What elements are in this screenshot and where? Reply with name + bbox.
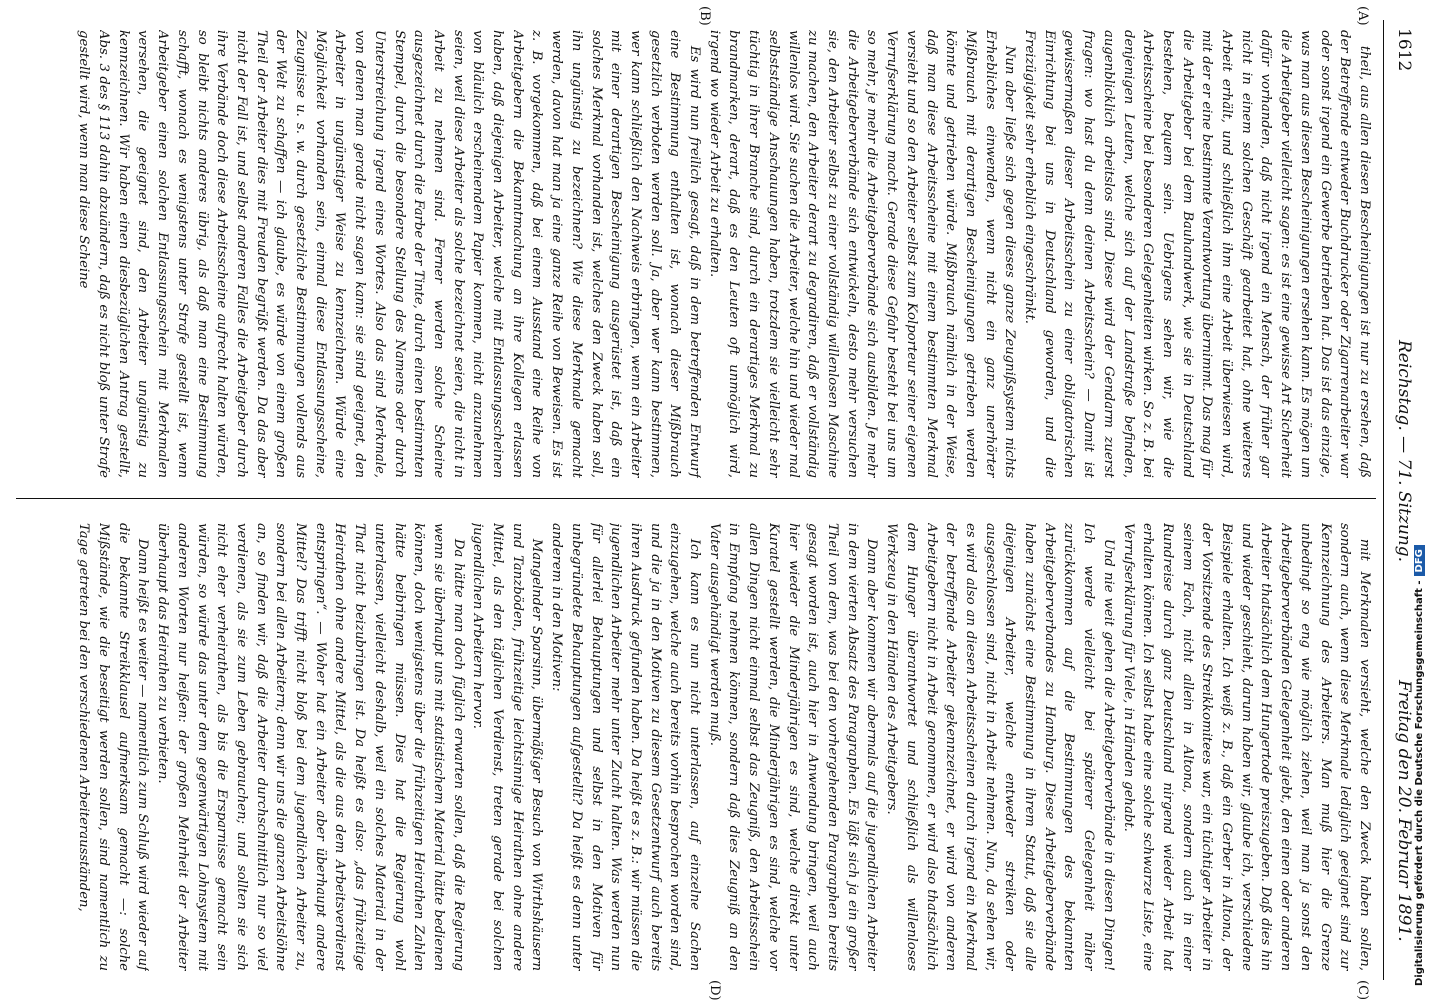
stamp-text: Digitalisierung gefördert durch die Deutsche Forschungsgemeinschaft - [1414, 580, 1425, 986]
column-divider [16, 498, 1376, 499]
digitization-stamp [1414, 545, 1425, 986]
running-header: Reichstag. — 71. Sitzung. [1394, 340, 1414, 563]
page-number: 1612 [1394, 28, 1414, 72]
header-rule [1383, 20, 1384, 980]
paragraph: Da hätte man doch füglich erwarten sollen, daß die Regierung wenn sie überhaupt uns mit statistischem Material hätte bedienen können, doch wenigstens über die frühzeitigen Heirathen Zahlen hätte beibringen müssen. Dies hat die Regierung wohl unterlassen, vielleicht deshalb, weil ein solches Material in der That nicht beizubringen ist. Da heißt es also: „das frühzeitige Heirathen ohne andere Mittel, als die aus dem Arbeitsverdienst entspringen“. — Woher hat ein Arbeiter aber überhaupt andere Mittel? Das trifft nicht bloß bei dem jugendlichen Arbeiter zu, sondern bei allen Arbeitern; denn wir uns die ganzen Arbeitslöhne an, so finden wir, daß die Arbeiter durchschnittlich nur so viel verdienen, als sie zum Leben gebrauchen; und sollten sie sich nicht eher verheirathen, als bis die Ersparnisse gemacht sein würden, so würde das unter dem gegenwärtigen Lohnsystem mit anderen Worten nur heißen: der großen Mehrheit der Arbeiter überhaupt das Heirathen zu verbieten. [155, 523, 466, 971]
margin-marker-b: (B) [697, 6, 712, 26]
right-column [24, 523, 1374, 971]
header-date: Freitag den 20. Februar 1891. [1394, 680, 1414, 942]
paragraph: Nun aber ließe sich gegen dieses ganze Zeugnißsystem nichts Erhebliches einwenden, wenn nicht ein ganz unerhörter Mißbrauch mit derartigen Bescheinigungen getrieben werden könnte und getrieben würde. Mißbrauch nämlich in der Weise, daß man diese Arbeitsscheine mit einem bestimmten Merkmal versieht und so den Arbeiter selbst zum Kolporteur seiner eigenen Verrufserklärung macht. Gerade diese Gefahr besteht bei uns um so mehr, je mehr die Arbeitgeberverbände sich ausbilden. Je mehr die Arbeitgeberverbände sich entwickeln, desto mehr versuchen sie, den Arbeiter selbst zu einer vollständig willenlosen Maschine zu machen, den Arbeiter derart zu degradiren, daß er vollständig willenlos wird. Sie suchen die Arbeiter, welche hin und wieder mal selbstständige Anschauungen haben, trotzdem sie vielleicht sehr tüchtig in ihrer Branche sind, durch ein derartiges Merkmal zu brandmarken, derart, daß es den Leuten oft unmöglich wird, irgend wo wieder Arbeit zu erhalten. [706, 30, 1018, 478]
quoted-paragraph: Mangelnder Sparsinn, übermäßiger Besuch von Wirthshäusern und Tanzböden, frühzeitige leichtsinnige Heirathen ohne andere Mittel, als den täglichen Verdienst, treten gerade bei solchen jugendlichen Arbeitern hervor. [470, 523, 545, 971]
paragraph: Es wird nun freilich gesagt, daß in dem betreffenden Entwurf eine Bestimmung enthalten ist, wonach dieser Mißbrauch gesetzlich verboten werden soll. Ja, aber wer kann bestimmen, wer kann schließlich den Nachweis erbringen, wenn ein Arbeiter mit einer derartigen Bescheinigung ausgerüstet ist, daß ein solches Merkmal vorhanden ist, welches den Zweck haben soll, ihn ungünstig zu bezeichnen? Wie diese Merkmale gemacht werden, davon hat man ja eine ganze Reihe von Beweisen. Es ist z. B. vorgekommen, daß bei einem Ausstand eine Reihe von Arbeitgebern die Bekanntmachung an ihre Kollegen erlassen haben, daß diejenigen Arbeiter, welche mit Entlassungsscheinen von bläulich erscheinendem Papier kommen, nicht anzunehmen seien, weil diese Arbeiter als solche bezeichnet seien, die nicht in Arbeit zu nehmen sind. Ferner werden solche Scheine ausgezeichnet durch die Farbe der Tinte, durch einen bestimmten Stempel, durch die besondere Stellung des Namens oder durch Unterstreichung irgend eines Wortes. Also das sind Merkmale, von denen man gerade nicht sagen kann: sie sind geeignet, den Arbeiter in ungünstiger Weise zu kennzeichnen. Würde eine Möglichkeit vorhanden sein, einmal diese Entlassungsscheine, Zeugnisse u. s. w. durch gesetzliche Bestimmungen vollends aus der Welt zu schaffen — ich glaube, es würde von einem großen Theil der Arbeiter dies mit Freuden begrüßt werden. Da das aber nicht der Fall ist, und selbst anderen Falles die Arbeitgeber durch ihre Verbände doch diese Arbeitsscheine aufrecht halten würden, so bleibt nichts anderes übrig, als daß man eine Bestimmung schafft, wonach es wenigstens unter Strafe gestellt ist, wenn Arbeitgeber einen solchen Entlassungsschein mit Merkmalen versehen, die geeignet sind, den Arbeiter ungünstig zu kennzeichnen. Wir haben einen diesbezüglichen Antrag gestellt, Abs. 3 des § 113 dahin abzuändern, daß es nicht bloß unter Strafe gestellt wird, wenn man diese Scheine [76, 30, 703, 478]
paragraph: Und nie weit gehen die Arbeitgeberverbände in diesen Dingen! Ich werde vielleicht bei späterer Gelegenheit näher zurückkommen auf die Bestimmungen des bekannten Arbeitgeberverbandes zu Hamburg. Diese Arbeitgeberverbände haben zunächst eine Bestimmung in ihrem Statut, daß sie alle diejenigen Arbeiter, welche entweder streiken oder ausgeschlossen sind, nicht in Arbeit nehmen. Nun, da sehen wir, es wird also an diesen Arbeitsscheinen durch irgend ein Merkmal der betreffende Arbeiter gekennzeichnet, er wird von anderen Arbeitgebern nicht in Arbeit genommen, er wird also thatsächlich dem Hunger überantwortet und schließlich als willenloses Werkzeug in den Händen des Arbeitgebers. [884, 523, 1116, 971]
paragraph: mit Merkmalen versieht, welche den Zweck haben sollen, sondern auch, wenn diese Merkmale lediglich geeignet sind zur Kennzeichnung des Arbeiters. Man muß hier die Grenze unbedingt so eng wie möglich ziehen, weil man ja sonst den Arbeitgeberverbänden Gelegenheit giebt, den einen oder anderen Arbeiter thatsächlich dem Hungertode preiszugeben. Daß dies hin und wieder geschieht, darum haben wir, glaube ich, verschiedene Beispiele erhalten. Ich weiß z. B., daß ein Gerber in Altona, der der Vorsitzende des Streikkomitees war, ein tüchtiger Arbeiter in seinem Fach, nicht allein in Altona, sondern auch in einer Rundreise durch ganz Deutschland nirgend wieder Arbeit hat erhalten können. Ich selbst habe eine solche schwarze Liste, eine Verrufserklärung für Viele, in Händen gehabt. [1120, 523, 1372, 971]
paragraph: Dann heißt es weiter — namentlich zum Schluß wird wieder auf die bekannte Streikklausel aufmerksam gemacht —: solche Mißstände, wie die beseitigt werden sollen, sind namentlich zu Tage getreten bei den verschiedenen Arbeiterausständen, [76, 523, 151, 971]
margin-marker-d: (D) [707, 980, 722, 1001]
margin-marker-a: (A) [1355, 6, 1370, 26]
dfg-logo: DFG [1414, 545, 1425, 576]
left-column [24, 30, 1374, 478]
paragraph: Dann aber kommen wir abermals auf die jugendlichen Arbeiter in dem vierten Absatz des Paragraphen. Es läßt sich ja ein großer Theil von dem, was bei den vorhergehenden Paragraphen bereits gesagt worden ist, auch hier in Anwendung bringen, weil auch hier wieder die Minderjährigen es sind, welche direkt unter Kuratel gestellt werden, die Minderjährigen es sind, welche vor allen Dingen nicht einmal selbst das Zeugniß, den Arbeitsschein in Empfang nehmen können, sondern daß dies Zeugniß an den Vater ausgehändigt werden muß. [706, 523, 880, 971]
paragraph: Ich kann es nun nicht unterlassen, auf einzelne Sachen einzugehen, welche auch bereits vorhin besprochen worden sind, und die ja in den Motiven zu diesem Gesetzentwurf auch bereits ihren Ausdruck gefunden haben. Da heißt es z. B.: wir müssen die jugendlichen Arbeiter mehr unter Zucht halten. Was werden nun für allerlei Behauptungen und selbst in den Motiven für unbegründete Behauptungen aufgestellt? Da heißt es denn unter anderem in den Motiven: [549, 523, 703, 971]
margin-marker-c: (C) [1355, 980, 1370, 1001]
paragraph: theil, aus allen diesen Bescheinigungen ist nur zu ersehen, daß der Betreffende entweder Buchdrucker oder Zigarrenarbeiter war oder sonst irgend ein Gewerbe betrieben hat. Das ist das einzige, was man aus diesen Bescheinigungen ersehen kann. Es mögen um die Arbeitgeber vielleicht sagen: es ist eine gewisse Art Sicherheit dafür vorhanden, daß nicht irgend ein Mensch, der früher gar nicht in einem solchen Geschäft gearbeitet hat, ohne weiteres Arbeit erhält, und schließlich ihm eine Arbeit überwiesen wird, mit der er eine bestimmte Verantwortung übernimmt. Das mag für die Arbeitgeber bei dem Bauhandwerk, wie sie in Deutschland bestehen, bequem sein. Uebrigens sehen wir, wie die Arbeitsscheine bei besonderen Gelegenheiten wirken. So z. B. bei denjenigen Leuten, welche sich auf der Landstraße befinden, augenblicklich arbeitslos sind. Diese wird der Gendarm zuerst fragen: wo hast du denn deinen Arbeitsschein? — Damit ist gewissermaßen dieser Arbeitsschein zu einer obligatorischen Einrichtung bei uns in Deutschland geworden, und die Freizügigkeit sehr erheblich eingeschränkt. [1022, 30, 1372, 478]
